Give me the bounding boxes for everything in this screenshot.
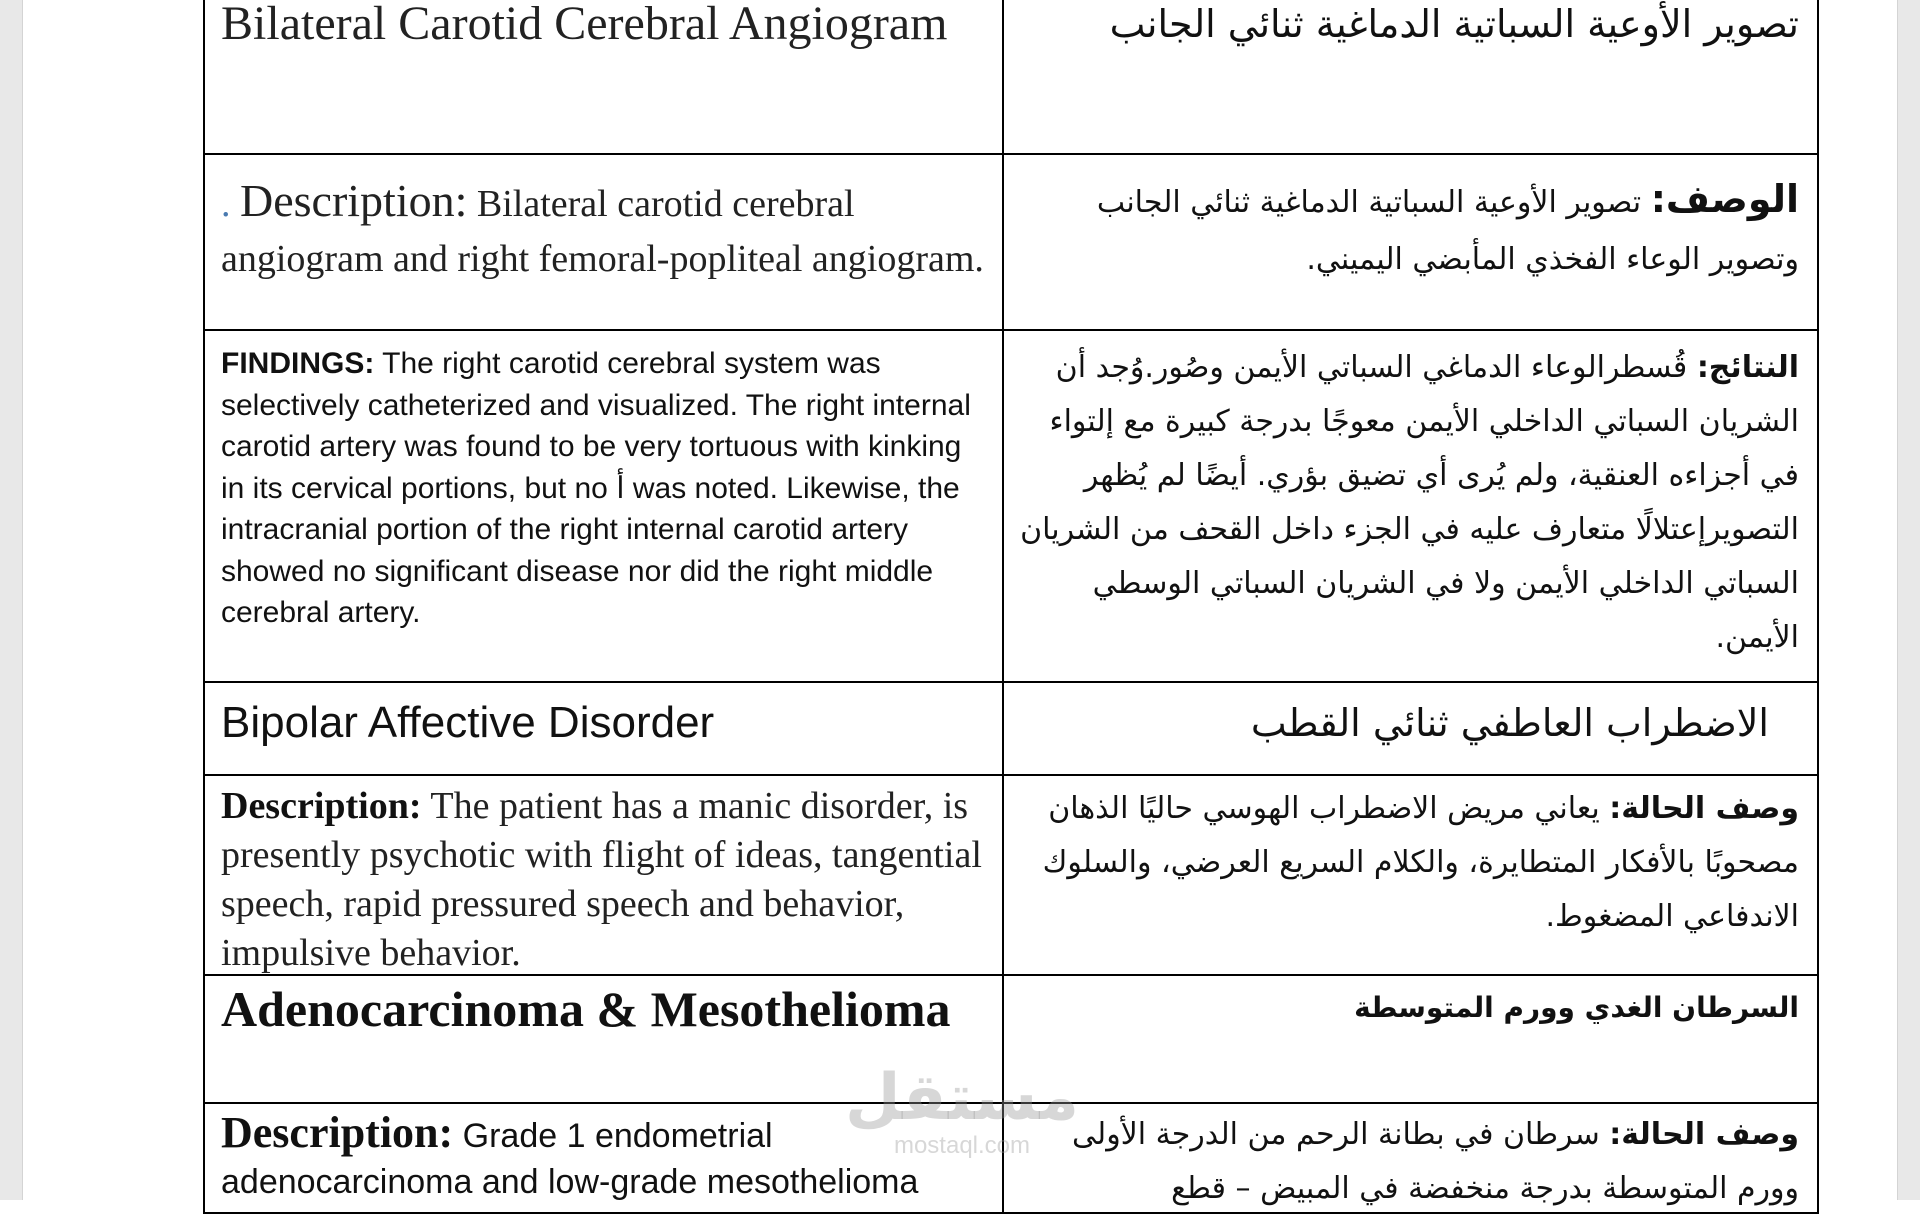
findings-arabic bbox=[1016, 341, 1799, 665]
findings-text: قُسطرالوعاء الدماغي السباتي الأيمن وصُور.وُجد أن الشريان السباتي الداخلي الأيمن معوجًا بدرجة كبيرة مع إلتواء في أجزاءه العنقية، ولم يُرى أي تضيق بؤري. أيضًا لم يُظهر التصويرإعتلالًا متعارف عليه في الجزء داخل القحف من الشريان السباتي الداخلي الأيمن ولا في الشريان السباتي الوسطي الأيمن. bbox=[1020, 350, 1799, 655]
table-row bbox=[205, 0, 1817, 155]
term-title-arabic: الاضطراب العاطفي ثنائي القطب bbox=[1250, 701, 1769, 745]
description-text: تصوير الأوعية السباتية الدماغية ثنائي الجانب وتصوير الوعاء الفخذي المأبضي اليميني. bbox=[1096, 185, 1799, 277]
description-label: Description: bbox=[240, 175, 468, 226]
description-arabic bbox=[1016, 1108, 1799, 1212]
term-title-arabic: السرطان الغدي وورم المتوسطة bbox=[1354, 991, 1799, 1024]
term-title-english: Adenocarcinoma & Mesothelioma bbox=[221, 981, 951, 1037]
table-row bbox=[205, 776, 1817, 976]
findings-label: النتائج: bbox=[1696, 350, 1799, 385]
mostaql-watermark bbox=[842, 1062, 1082, 1172]
left-page-margin bbox=[0, 0, 23, 1200]
arabic-cell bbox=[1004, 976, 1813, 1102]
right-page-margin bbox=[1897, 0, 1920, 1200]
term-title-arabic: تصوير الأوعية السباتية الدماغية ثنائي الجانب bbox=[1109, 2, 1799, 46]
arabic-cell bbox=[1004, 1104, 1813, 1212]
description-english bbox=[221, 173, 988, 287]
table-row bbox=[205, 155, 1817, 331]
watermark-url: mostaql.com bbox=[893, 1132, 1031, 1159]
table-row bbox=[205, 683, 1817, 776]
english-cell bbox=[205, 683, 1004, 774]
table-row bbox=[205, 331, 1817, 683]
findings-label: FINDINGS: bbox=[221, 347, 375, 380]
description-text: يعاني مريض الاضطراب الهوسي حاليًا الذهان مصحوبًا بالأفكار المتطايرة، والكلام السريع العرضي، والسلوك الاندفاعي المضغوط. bbox=[1042, 791, 1799, 934]
english-cell bbox=[205, 331, 1004, 681]
bilingual-medical-terms-table bbox=[203, 0, 1819, 1214]
description-label: وصف الحالة: bbox=[1609, 791, 1799, 826]
findings-text: The right carotid cerebral system was selectively catheterized and visualized. The right internal carotid artery was found to be very tortuous with kinking in its cervical portions, but no أ was noted. Likewise, the intracranial portion of the right internal carotid artery showed no significant disease nor did the right middle cerebral artery. bbox=[221, 347, 971, 629]
description-label: وصف الحالة: bbox=[1609, 1117, 1799, 1152]
description-label: Description: bbox=[221, 1108, 454, 1157]
english-cell bbox=[205, 776, 1004, 974]
description-text: The patient has a manic disorder, is presently psychotic with flight of ideas, tangential speech, rapid pressured speech and behavior, impulsive behavior. bbox=[221, 785, 982, 974]
watermark-logo: مستقل bbox=[844, 1061, 1080, 1135]
description-dot: . bbox=[221, 183, 231, 225]
term-title-english: Bilateral Carotid Cerebral Angiogram bbox=[221, 0, 948, 50]
description-text: Grade 1 endometrial adenocarcinoma and low-grade mesothelioma bbox=[221, 1117, 919, 1201]
findings-english bbox=[221, 343, 988, 634]
arabic-cell bbox=[1004, 155, 1813, 329]
description-label: الوصف: bbox=[1650, 177, 1799, 221]
description-text: سرطان في بطانة الرحم من الدرجة الأولى وورم المتوسطة بدرجة منخفضة في المبيض – قطع bbox=[1072, 1117, 1799, 1206]
arabic-cell bbox=[1004, 0, 1813, 153]
description-text: Bilateral carotid cerebral angiogram and right femoral-popliteal angiogram. bbox=[221, 183, 984, 280]
english-cell bbox=[205, 155, 1004, 329]
description-arabic bbox=[1016, 171, 1799, 288]
arabic-cell bbox=[1004, 331, 1813, 681]
english-cell bbox=[205, 0, 1004, 153]
arabic-cell bbox=[1004, 683, 1813, 774]
arabic-cell bbox=[1004, 776, 1813, 974]
description-english bbox=[221, 782, 988, 974]
description-arabic bbox=[1016, 782, 1799, 944]
description-label: Description: bbox=[221, 785, 422, 827]
term-title-english: Bipolar Affective Disorder bbox=[221, 698, 715, 747]
